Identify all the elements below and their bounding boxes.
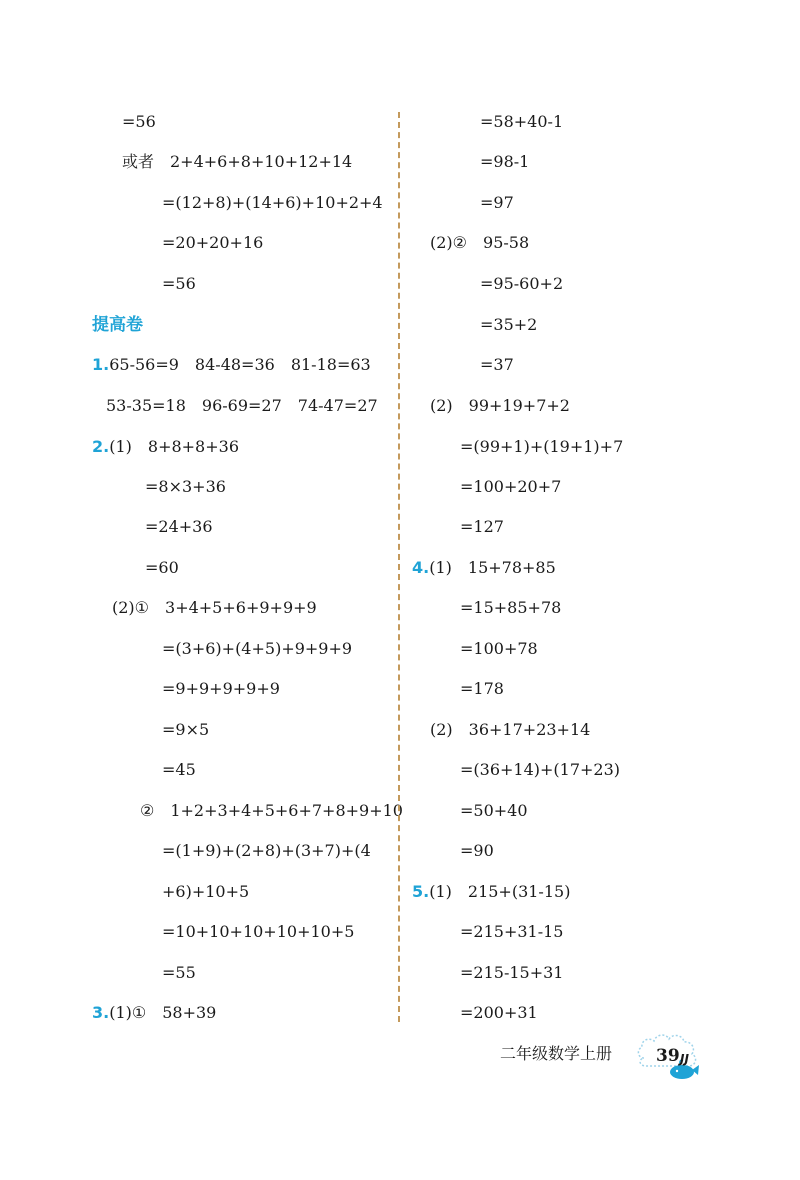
- page-number: 39: [656, 1046, 680, 1066]
- question-5-line-1: [412, 882, 570, 902]
- section-title: 提高卷: [92, 315, 143, 335]
- left-line-11: =60: [145, 558, 179, 577]
- left-line-5: =56: [162, 274, 196, 293]
- right-line-19: =90: [460, 841, 494, 860]
- question-number-3: 3.: [92, 1003, 110, 1022]
- question-2-line-1: [92, 437, 239, 457]
- question-number-5: 5.: [412, 882, 430, 901]
- question-4-text: (1) 15+78+85: [429, 558, 556, 577]
- left-line-14: =9+9+9+9+9: [162, 679, 280, 698]
- right-line-4: (2)② 95-58: [430, 233, 530, 252]
- left-line-12: (2)① 3+4+5+6+9+9+9: [112, 598, 317, 617]
- question-1-line-1: [92, 355, 371, 375]
- left-line-4: =20+20+16: [162, 233, 264, 252]
- question-5-text: (1) 215+(31-15): [429, 882, 571, 901]
- right-line-9: =(99+1)+(19+1)+7: [460, 437, 624, 456]
- left-line-13: =(3+6)+(4+5)+9+9+9: [162, 639, 353, 658]
- question-4-line-1: [412, 558, 556, 578]
- right-line-16: (2) 36+17+23+14: [430, 720, 591, 739]
- right-line-8: (2) 99+19+7+2: [430, 396, 570, 415]
- question-3-line-1: [92, 1003, 216, 1023]
- left-line-15: =9×5: [162, 720, 210, 739]
- right-line-6: =35+2: [480, 315, 538, 334]
- left-line-16: =45: [162, 760, 196, 779]
- right-line-22: =215-15+31: [460, 963, 564, 982]
- left-line-10: =24+36: [145, 517, 213, 536]
- right-line-21: =215+31-15: [460, 922, 564, 941]
- question-number-2: 2.: [92, 437, 110, 456]
- right-line-5: =95-60+2: [480, 274, 564, 293]
- left-line-3: =(12+8)+(14+6)+10+2+4: [162, 193, 383, 212]
- right-line-23: =200+31: [460, 1003, 538, 1022]
- left-line-19: +6)+10+5: [162, 882, 250, 901]
- left-line-20: =10+10+10+10+10+5: [162, 922, 355, 941]
- question-number-4: 4.: [412, 558, 430, 577]
- right-line-7: =37: [480, 355, 514, 374]
- right-line-3: =97: [480, 193, 514, 212]
- question-2-text: (1) 8+8+8+36: [109, 437, 240, 456]
- book-title: 二年级数学上册: [500, 1044, 613, 1063]
- question-3-text: (1)① 58+39: [109, 1003, 217, 1022]
- question-1-text: 65-56=9 84-48=36 81-18=63: [109, 355, 371, 374]
- edition-mark: JJ: [680, 1052, 689, 1066]
- right-line-18: =50+40: [460, 801, 528, 820]
- right-line-10: =100+20+7: [460, 477, 562, 496]
- left-line-9: =8×3+36: [145, 477, 226, 496]
- right-line-17: =(36+14)+(17+23): [460, 760, 621, 779]
- question-1-line-2: 53-35=18 96-69=27 74-47=27: [106, 396, 378, 415]
- right-line-2: =98-1: [480, 152, 530, 171]
- right-line-11: =127: [460, 517, 504, 536]
- left-line-18: =(1+9)+(2+8)+(3+7)+(4: [162, 841, 371, 860]
- left-line-1: =56: [122, 112, 156, 131]
- right-line-14: =100+78: [460, 639, 538, 658]
- left-line-17: ② 1+2+3+4+5+6+7+8+9+10: [140, 801, 403, 820]
- left-line-21: =55: [162, 963, 196, 982]
- question-number-1: 1.: [92, 355, 110, 374]
- right-line-1: =58+40-1: [480, 112, 564, 131]
- right-line-13: =15+85+78: [460, 598, 562, 617]
- left-line-2: 或者 2+4+6+8+10+12+14: [122, 152, 353, 171]
- right-line-15: =178: [460, 679, 504, 698]
- column-divider: [398, 112, 400, 1022]
